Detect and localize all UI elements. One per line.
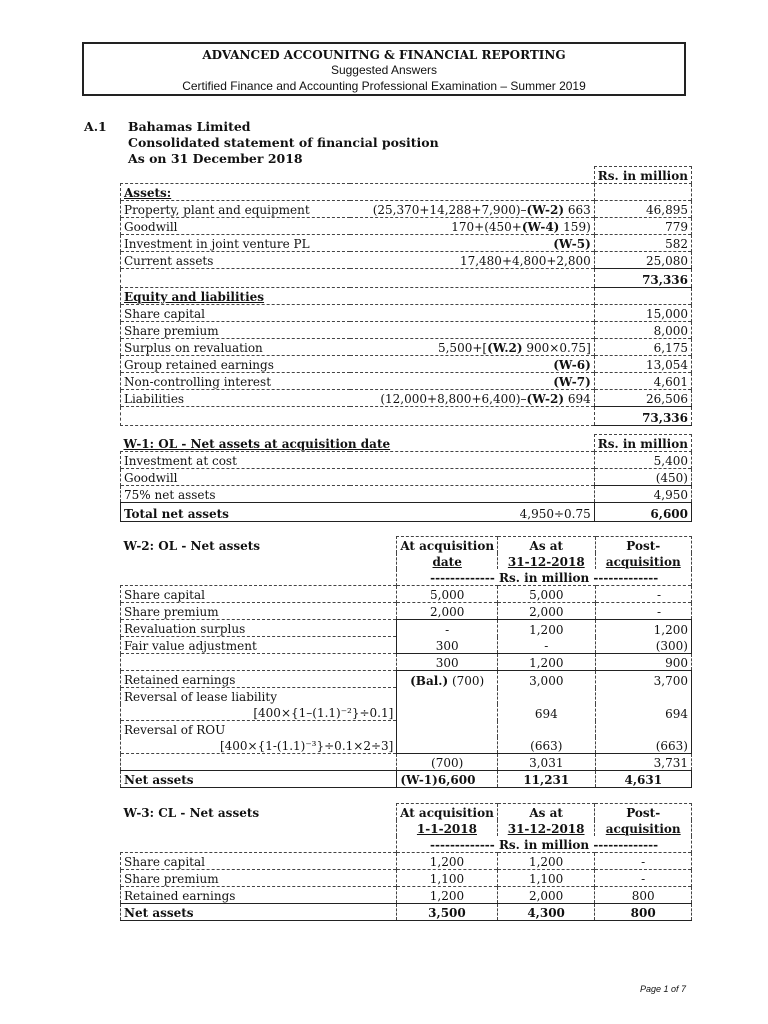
table-row: Non-controlling interest (W-7) 4,601 (121, 373, 692, 390)
table-row: 300 1,200 900 (121, 654, 692, 671)
header-title: ADVANCED ACCOUNITNG & FINANCIAL REPORTING (202, 48, 566, 62)
question-intro (84, 119, 439, 167)
table-row: Investment in joint venture PL (W-5) 582 (121, 235, 692, 252)
table-row: Group retained earnings (W-6) 13,054 (121, 356, 692, 373)
assets-heading: Assets: (121, 184, 350, 201)
table-row: Reversal of lease liability (121, 688, 692, 705)
w1-total-calc: 4,950÷0.75 (350, 503, 594, 522)
table-row: Liabilities (12,000+8,800+6,400)–(W-2) 694 26,506 (121, 390, 692, 407)
table-row: Share premium 2,000 2,000 - (121, 603, 692, 620)
page-number: Page 1 of 7 (640, 984, 687, 994)
table-row: Goodwill 170+(450+(W-4) 159) 779 (121, 218, 692, 235)
document-header (82, 42, 686, 96)
w1-total-label: Total net assets (121, 503, 351, 522)
table-row: Share premium 8,000 (121, 322, 692, 339)
table-row: Revaluation surplus - 1,200 1,200 (121, 620, 692, 637)
table-row: Surplus on revaluation 5,500+[(W.2) 900×0.75] 6,175 (121, 339, 692, 356)
equity-total: 73,336 (594, 407, 691, 426)
sofp-unit: Rs. in million (594, 167, 691, 184)
table-row: Retained earnings 1,200 2,000 800 (121, 887, 692, 904)
table-row: Goodwill (450) (121, 469, 692, 486)
equity-heading: Equity and liabilities (121, 288, 350, 305)
assets-total: 73,336 (594, 269, 691, 288)
w2-title: W-2: OL - Net assets (123, 539, 261, 553)
table-row: Net assets 3,500 4,300 800 (121, 904, 692, 921)
table-row: (700) 3,031 3,731 (121, 754, 692, 771)
table-row: Share capital 5,000 5,000 - (121, 586, 692, 603)
table-row: Share premium 1,100 1,100 - (121, 870, 692, 887)
w1-table (120, 434, 692, 522)
w2-table: W-2: OL - Net assets At acquisition As at Post- date 31-12-2018 acquisition ------------- Rs. in million ------------- Share capital 5,000 5,000 - Share premium 2,000 2,000 - Revaluation surplus - 1,200 1,200 Fair value adjustment 300 - (300) 300 1,200 900 Retained earnings (Bal.) (700) 3,000 3,700 Reversal of lease liability [400×{1–(1.1)⁻²}÷0.1] 694 694 Reversal of ROU [400×{1-(1.1)⁻³}÷0.1×2÷3] (663) (663) (700) 3,031 3,731 Net assets (W-1)6,600 11,231 4,631 (120, 536, 692, 788)
table-row: Reversal of ROU (121, 721, 692, 738)
company-name: Bahamas Limited (128, 119, 251, 134)
table-row: Investment at cost 5,400 (121, 452, 692, 469)
w3-unit: ------------- Rs. in million ------------- (397, 836, 692, 853)
w1-total-value: 6,600 (594, 503, 691, 522)
table-row: [400×{1–(1.1)⁻²}÷0.1] 694 694 (121, 704, 692, 721)
table-row: [400×{1-(1.1)⁻³}÷0.1×2÷3] (663) (663) (121, 737, 692, 754)
w1-title: W-1: OL - Net assets at acquisition date (123, 437, 391, 451)
table-row: Property, plant and equipment (25,370+14,288+7,900)–(W-2) 663 46,895 (121, 201, 692, 218)
table-row: Current assets 17,480+4,800+2,800 25,080 (121, 252, 692, 269)
table-row: Retained earnings (Bal.) (700) 3,000 3,700 (121, 671, 692, 688)
table-row: Share capital 15,000 (121, 305, 692, 322)
w3-table: W-3: CL - Net assets At acquisition As at Post- 1-1-2018 31-12-2018 acquisition ------------- Rs. in million ------------- Share capital 1,200 1,200 - Share premium 1,100 1,100 - Retained earnings 1,200 2,000 800 Net assets 3,500 4,300 800 (120, 803, 692, 921)
statement-title: Consolidated statement of financial position (128, 135, 439, 150)
table-row: 75% net assets 4,950 (121, 486, 692, 503)
w2-unit: ------------- Rs. in million ------------- (397, 569, 692, 586)
question-number: A.1 (84, 119, 107, 134)
table-row: Net assets (W-1)6,600 11,231 4,631 (121, 771, 692, 788)
header-exam: Certified Finance and Accounting Professional Examination – Summer 2019 (182, 79, 586, 93)
table-row: Share capital 1,200 1,200 - (121, 853, 692, 870)
statement-date: As on 31 December 2018 (128, 151, 303, 166)
w1-unit: Rs. in million (594, 435, 691, 452)
w3-title: W-3: CL - Net assets (123, 806, 260, 820)
table-row: Fair value adjustment 300 - (300) (121, 637, 692, 654)
sofp-table (120, 166, 692, 426)
header-subtitle: Suggested Answers (330, 63, 438, 77)
